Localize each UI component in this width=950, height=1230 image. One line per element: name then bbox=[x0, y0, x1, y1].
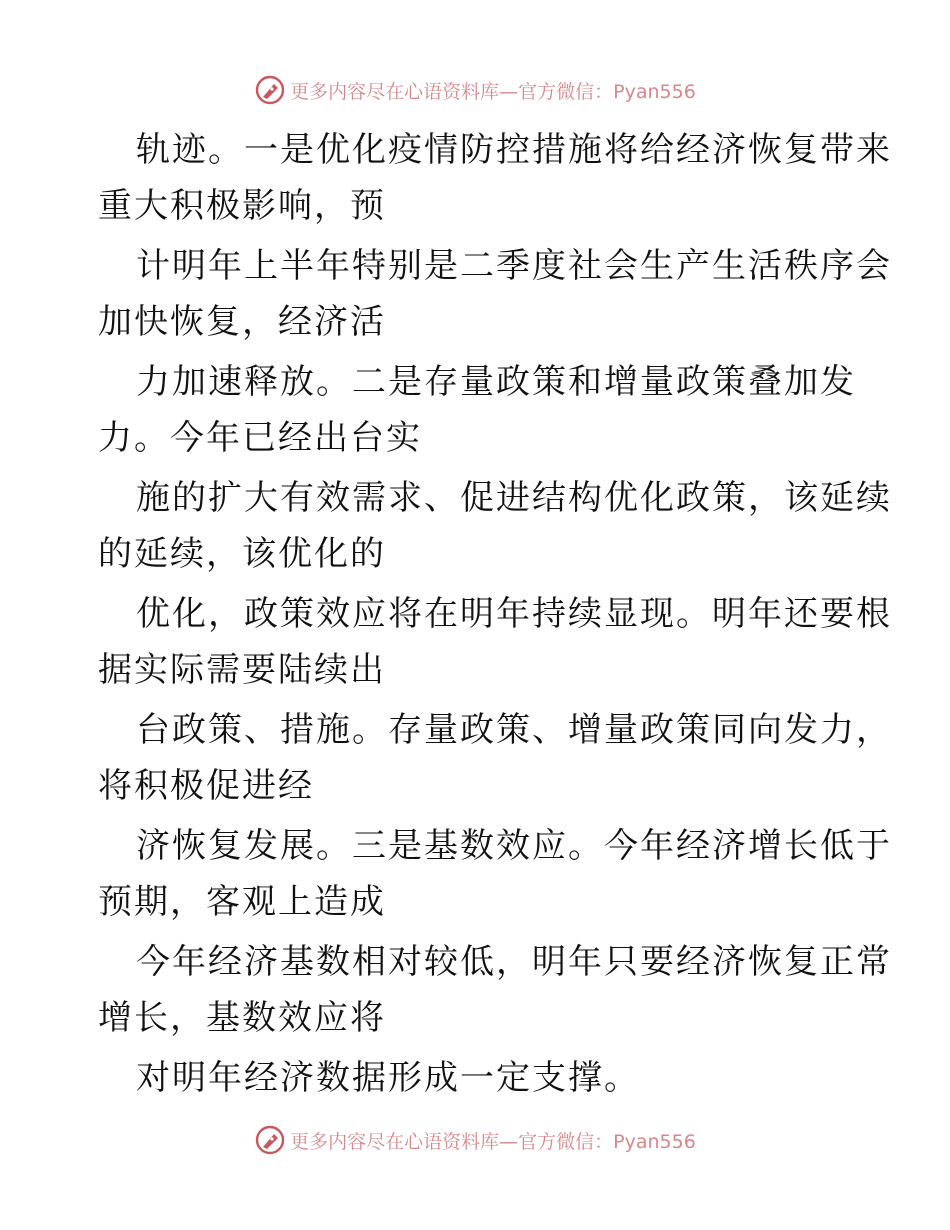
paragraph-line: 将积极促进经 bbox=[98, 766, 314, 806]
footer-watermark bbox=[0, 1122, 950, 1158]
paragraph-line: 轨迹。一是优化疫情防控措施将给经济恢复带来 bbox=[136, 130, 892, 170]
paragraph-line: 重大积极影响，预 bbox=[98, 186, 386, 226]
paragraph-line: 加快恢复，经济活 bbox=[98, 302, 386, 342]
paragraph-line: 台政策、措施。存量政策、增量政策同向发力， bbox=[136, 710, 892, 750]
paragraph-line: 今年经济基数相对较低，明年只要经济恢复正常 bbox=[136, 942, 892, 982]
paragraph-line: 的延续，该优化的 bbox=[98, 534, 386, 574]
paragraph-line: 力加速释放。二是存量政策和增量政策叠加发 bbox=[136, 362, 856, 402]
watermark-text: 更多内容尽在心语资料库—官方微信：Pyan556 bbox=[290, 1130, 696, 1153]
paragraph-line: 优化，政策效应将在明年持续显现。明年还要根 bbox=[136, 594, 892, 634]
paragraph-line: 据实际需要陆续出 bbox=[98, 650, 386, 690]
watermark-text: 更多内容尽在心语资料库—官方微信：Pyan556 bbox=[290, 80, 696, 103]
paragraph-line: 力。今年已经出台实 bbox=[98, 418, 422, 458]
pen-nib-circle-icon bbox=[254, 74, 286, 106]
paragraph-line: 增长，基数效应将 bbox=[98, 998, 386, 1038]
paragraph-line: 施的扩大有效需求、促进结构优化政策，该延续 bbox=[136, 478, 892, 518]
paragraph-line: 对明年经济数据形成一定支撑。 bbox=[136, 1058, 640, 1098]
header-watermark bbox=[0, 72, 950, 108]
pen-nib-circle-icon bbox=[254, 1124, 286, 1156]
paragraph-line: 计明年上半年特别是二季度社会生产生活秩序会 bbox=[136, 246, 892, 286]
paragraph-line: 预期，客观上造成 bbox=[98, 882, 386, 922]
paragraph-line: 济恢复发展。三是基数效应。今年经济增长低于 bbox=[136, 826, 892, 866]
